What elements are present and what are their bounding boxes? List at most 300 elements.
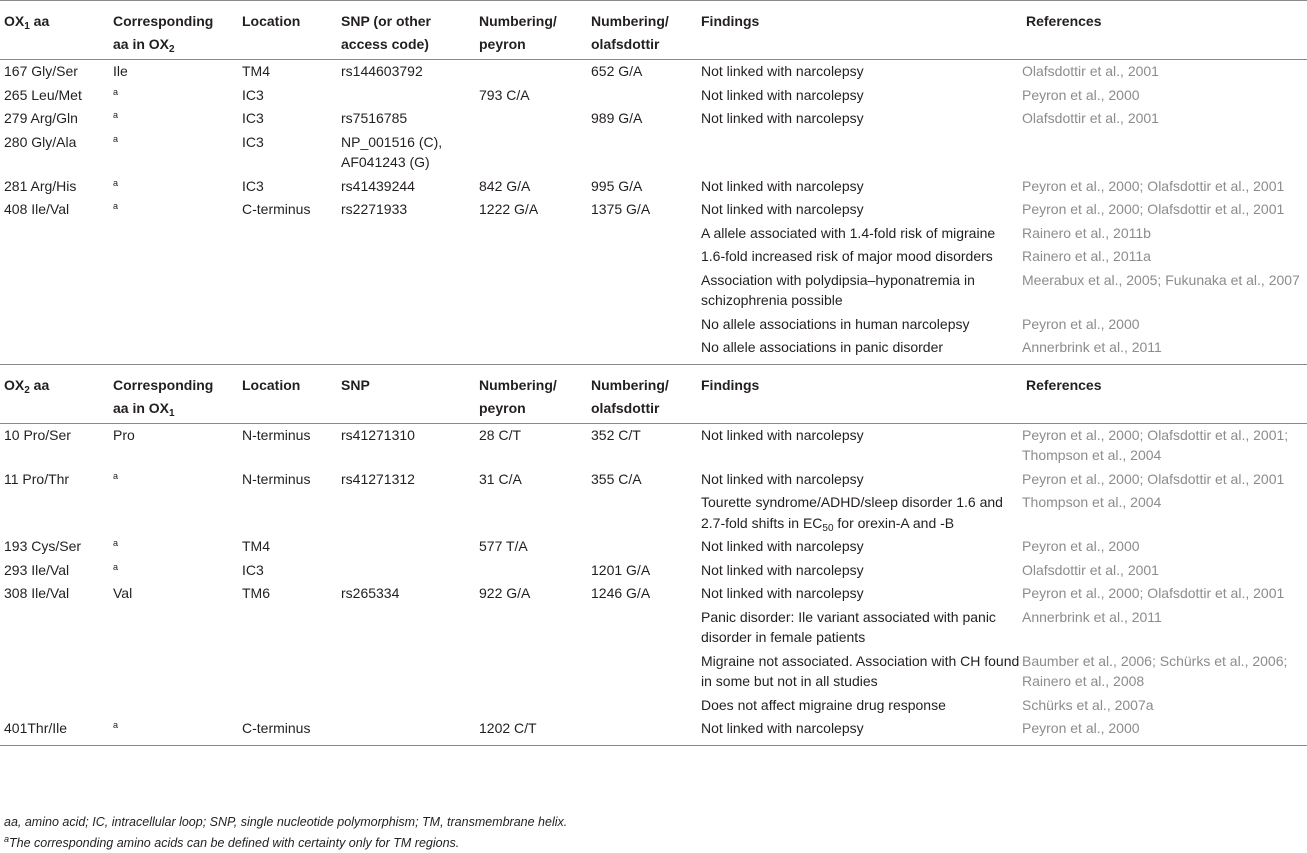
cell-findings-text: Not linked with narcolepsy (701, 201, 864, 217)
cell-numbering-peyron (475, 468, 587, 492)
cell-snp (337, 535, 475, 559)
cell-location-text: IC3 (242, 177, 264, 194)
header-numbering-olafsdottir-line2: olafsdottir (591, 36, 660, 52)
cell-amino-acid-text: 401Thr/Ile (4, 720, 68, 736)
table-row (0, 694, 1307, 718)
cell-numbering-peyron (475, 60, 587, 84)
cell-location (238, 222, 337, 246)
cell-findings (697, 650, 1022, 694)
cell-findings-text: Not linked with narcolepsy (701, 177, 864, 194)
cell-numbering-olafsdottir (587, 269, 697, 313)
cell-numbering-peyron (475, 559, 587, 583)
table-row (0, 222, 1307, 246)
cell-numbering-peyron (475, 198, 587, 222)
cell-snp (337, 336, 475, 364)
cell-references-text: Annerbrink et al., 2011 (1022, 339, 1162, 355)
cell-location (238, 107, 337, 131)
cell-numbering-peyron-text: 577 T/A (479, 538, 528, 554)
cell-snp (337, 559, 475, 583)
cell-findings-text: Not linked with narcolepsy (701, 720, 864, 736)
cell-amino-acid (0, 175, 109, 199)
header-numbering-olafsdottir (587, 1, 697, 60)
cell-numbering-olafsdottir (587, 175, 697, 199)
cell-location-text: IC3 (242, 86, 264, 103)
header-aa-subscript: 2 (24, 384, 30, 396)
cell-numbering-olafsdottir (587, 245, 697, 269)
footnote-a-marker: a (113, 538, 119, 548)
footnote-a-marker: a (113, 86, 119, 97)
header-numbering-peyron-line1: Numbering/ (479, 13, 557, 29)
cell-findings (697, 423, 1022, 468)
header-aa-subscript: 1 (24, 21, 30, 32)
cell-corresponding-aa (109, 222, 238, 246)
cell-corresponding-aa (109, 313, 238, 337)
cell-findings-text: No allele associations in human narcolepsy (701, 315, 970, 332)
cell-references-text: Peyron et al., 2000; Olafsdottir et al., 2001 (1022, 585, 1285, 601)
cell-numbering-peyron (475, 717, 587, 745)
cell-location (238, 60, 337, 84)
header-corresponding-subscript: 2 (169, 44, 175, 55)
cell-corresponding-aa (109, 468, 238, 492)
cell-corresponding-aa (109, 336, 238, 364)
footnote-a-marker: a (113, 720, 119, 730)
cell-findings-text: Panic disorder: Ile variant associated with panic disorder in female patients (701, 608, 996, 645)
table-header-row (0, 364, 1307, 423)
cell-references-text: Baumber et al., 2006; Schürks et al., 2006; Rainero et al., 2008 (1022, 652, 1288, 689)
cell-corresponding-aa (109, 491, 238, 535)
cell-location-text: C-terminus (242, 201, 311, 217)
cell-numbering-peyron-text: 1222 G/A (479, 201, 539, 217)
header-aa-suffix: aa (29, 376, 50, 393)
cell-snp (337, 606, 475, 650)
header-numbering-olafsdottir-line1: Numbering/ (591, 376, 669, 393)
cell-amino-acid (0, 222, 109, 246)
table-body (0, 1, 1307, 746)
cell-location (238, 313, 337, 337)
cell-numbering-olafsdottir (587, 107, 697, 131)
cell-findings-text: Not linked with narcolepsy (701, 538, 864, 554)
cell-references-text: Peyron et al., 2000; Olafsdottir et al., 2001 (1022, 470, 1285, 487)
table-row (0, 423, 1307, 468)
cell-location (238, 582, 337, 606)
cell-numbering-olafsdottir (587, 559, 697, 583)
cell-numbering-peyron (475, 313, 587, 337)
header-findings (697, 364, 1022, 423)
cell-location-text: IC3 (242, 110, 264, 126)
table-row (0, 491, 1307, 535)
cell-snp-text: rs7516785 (341, 110, 408, 126)
cell-findings-text: Association with polydipsia–hyponatremia in schizophrenia possible (701, 271, 975, 308)
table-row (0, 606, 1307, 650)
table-row (0, 468, 1307, 492)
cell-corresponding-aa (109, 269, 238, 313)
cell-references-text: Peyron et al., 2000 (1022, 315, 1140, 332)
cell-numbering-olafsdottir (587, 131, 697, 175)
cell-corresponding-aa-text: Val (113, 585, 133, 601)
footnote-a-marker: a (113, 177, 119, 188)
cell-location (238, 491, 337, 535)
cell-snp (337, 717, 475, 745)
table-row (0, 245, 1307, 269)
header-snp-line2: access code) (341, 36, 429, 52)
table-row (0, 650, 1307, 694)
table-row (0, 84, 1307, 108)
footnote-a (4, 836, 459, 850)
cell-numbering-peyron (475, 694, 587, 718)
header-numbering-peyron (475, 1, 587, 60)
cell-numbering-peyron-text: 922 G/A (479, 585, 531, 601)
cell-corresponding-aa (109, 245, 238, 269)
cell-location (238, 717, 337, 745)
cell-corresponding-aa (109, 84, 238, 108)
cell-location-text: TM6 (242, 585, 270, 601)
cell-amino-acid-text: 280 Gly/Ala (4, 133, 77, 150)
header-location-label: Location (242, 13, 301, 29)
cell-snp (337, 84, 475, 108)
footnote-a-marker: a (113, 470, 119, 481)
cell-references (1022, 582, 1307, 606)
header-corresponding (109, 364, 238, 423)
header-numbering-peyron-line2: peyron (479, 399, 526, 416)
cell-findings-text: No allele associations in panic disorder (701, 339, 944, 355)
header-findings-label: Findings (701, 376, 760, 393)
cell-numbering-peyron-text: 31 C/A (479, 470, 522, 487)
cell-snp (337, 491, 475, 535)
cell-snp (337, 60, 475, 84)
findings-subscript: 50 (822, 522, 834, 534)
findings-text: for orexin-A and -B (833, 514, 955, 531)
cell-corresponding-aa-text: Pro (113, 426, 135, 443)
header-numbering-peyron-line2: peyron (479, 36, 526, 52)
table-row (0, 336, 1307, 364)
cell-snp (337, 650, 475, 694)
cell-references (1022, 107, 1307, 131)
cell-snp (337, 423, 475, 468)
cell-findings (697, 269, 1022, 313)
cell-amino-acid (0, 468, 109, 492)
footnote-abbreviations-text: aa, amino acid; IC, intracellular loop; SNP, single nucleotide polymorphism; TM, transmembrane helix. (4, 815, 568, 829)
cell-location (238, 269, 337, 313)
cell-snp (337, 468, 475, 492)
cell-findings (697, 131, 1022, 175)
cell-snp-text: rs41271310 (341, 426, 415, 443)
cell-findings-text: Not linked with narcolepsy (701, 561, 864, 578)
cell-amino-acid (0, 269, 109, 313)
header-numbering-olafsdottir-line1: Numbering/ (591, 13, 669, 29)
cell-numbering-olafsdottir (587, 491, 697, 535)
cell-numbering-olafsdottir (587, 606, 697, 650)
cell-references-text: Meerabux et al., 2005; Fukunaka et al., 2007 (1022, 271, 1300, 288)
cell-numbering-peyron (475, 107, 587, 131)
cell-findings-text: Not linked with narcolepsy (701, 86, 864, 103)
cell-findings (697, 245, 1022, 269)
cell-references (1022, 222, 1307, 246)
cell-location (238, 468, 337, 492)
cell-corresponding-aa (109, 60, 238, 84)
header-findings (697, 1, 1022, 60)
cell-location-text: N-terminus (242, 426, 311, 443)
cell-snp-text: rs144603792 (341, 63, 423, 79)
cell-snp-text: rs265334 (341, 585, 400, 601)
cell-findings (697, 60, 1022, 84)
cell-findings (697, 175, 1022, 199)
table-row (0, 198, 1307, 222)
cell-numbering-olafsdottir-text: 355 C/A (591, 470, 642, 487)
cell-findings (697, 582, 1022, 606)
cell-amino-acid (0, 245, 109, 269)
cell-references (1022, 313, 1307, 337)
cell-numbering-olafsdottir-text: 1201 G/A (591, 561, 651, 578)
cell-location (238, 175, 337, 199)
header-snp-label: SNP (341, 376, 370, 393)
header-location (238, 364, 337, 423)
cell-findings (697, 717, 1022, 745)
cell-location (238, 694, 337, 718)
cell-amino-acid-text: 265 Leu/Met (4, 86, 82, 103)
cell-amino-acid (0, 650, 109, 694)
header-references (1022, 1, 1307, 60)
cell-numbering-olafsdottir-text: 652 G/A (591, 63, 643, 79)
cell-location-text: TM4 (242, 63, 270, 79)
cell-location (238, 423, 337, 468)
cell-numbering-olafsdottir-text: 1375 G/A (591, 201, 651, 217)
header-corresponding (109, 1, 238, 60)
cell-findings-text: Does not affect migraine drug response (701, 696, 946, 713)
cell-amino-acid (0, 198, 109, 222)
cell-references-text: Rainero et al., 2011b (1022, 224, 1151, 241)
cell-snp-text: rs41271312 (341, 470, 415, 487)
cell-references (1022, 175, 1307, 199)
cell-corresponding-aa (109, 559, 238, 583)
header-aa (0, 1, 109, 60)
header-numbering-peyron-line1: Numbering/ (479, 376, 557, 393)
cell-numbering-peyron (475, 175, 587, 199)
cell-corresponding-aa (109, 131, 238, 175)
header-aa-suffix: aa (29, 13, 50, 29)
cell-amino-acid (0, 423, 109, 468)
header-corresponding-line1: Corresponding (113, 376, 214, 393)
cell-corresponding-aa (109, 198, 238, 222)
cell-amino-acid (0, 84, 109, 108)
cell-references (1022, 84, 1307, 108)
cell-amino-acid (0, 535, 109, 559)
cell-location-text: C-terminus (242, 720, 311, 736)
cell-numbering-olafsdottir (587, 468, 697, 492)
cell-location (238, 131, 337, 175)
cell-numbering-peyron (475, 222, 587, 246)
table-row (0, 582, 1307, 606)
cell-location-text: IC3 (242, 133, 264, 150)
cell-amino-acid-text: 408 Ile/Val (4, 201, 70, 217)
cell-references (1022, 694, 1307, 718)
cell-numbering-peyron (475, 336, 587, 364)
cell-numbering-peyron (475, 650, 587, 694)
cell-location-text: TM4 (242, 538, 270, 554)
cell-findings (697, 606, 1022, 650)
cell-numbering-peyron (475, 269, 587, 313)
cell-numbering-olafsdottir-text: 1246 G/A (591, 585, 651, 601)
cell-location (238, 336, 337, 364)
cell-references-text: Peyron et al., 2000; Olafsdottir et al., 2001; Thompson et al., 2004 (1022, 426, 1289, 463)
cell-location-text: N-terminus (242, 470, 311, 487)
cell-references (1022, 606, 1307, 650)
cell-amino-acid-text: 11 Pro/Thr (4, 470, 70, 487)
cell-amino-acid-text: 281 Arg/His (4, 177, 77, 194)
cell-references (1022, 269, 1307, 313)
cell-references-text: Rainero et al., 2011a (1022, 248, 1151, 264)
cell-references-text: Peyron et al., 2000; Olafsdottir et al., 2001 (1022, 201, 1285, 217)
cell-amino-acid (0, 717, 109, 745)
cell-references-text: Olafsdottir et al., 2001 (1022, 561, 1159, 578)
header-aa-prefix: OX (4, 376, 25, 393)
cell-numbering-olafsdottir-text: 352 C/T (591, 426, 641, 443)
table-row (0, 535, 1307, 559)
cell-amino-acid (0, 336, 109, 364)
cell-snp (337, 582, 475, 606)
cell-corresponding-aa (109, 107, 238, 131)
cell-snp (337, 107, 475, 131)
cell-amino-acid-text: 293 Ile/Val (4, 561, 70, 578)
header-corresponding-line2: aa in OX (113, 36, 170, 52)
cell-references (1022, 650, 1307, 694)
cell-numbering-peyron (475, 131, 587, 175)
cell-findings-text: Not linked with narcolepsy (701, 110, 864, 126)
header-references-label: References (1026, 376, 1102, 393)
cell-findings (697, 559, 1022, 583)
cell-findings (697, 694, 1022, 718)
cell-numbering-peyron (475, 535, 587, 559)
cell-numbering-peyron-text: 1202 C/T (479, 720, 537, 736)
cell-snp (337, 175, 475, 199)
footnote-a-marker: a (113, 561, 119, 572)
header-findings-label: Findings (701, 13, 760, 29)
cell-references (1022, 336, 1307, 364)
cell-amino-acid-text: 279 Arg/Gln (4, 110, 78, 126)
header-snp-line1: SNP (or other (341, 13, 431, 29)
cell-findings-text: Not linked with narcolepsy (701, 63, 864, 79)
cell-corresponding-aa (109, 650, 238, 694)
cell-location (238, 650, 337, 694)
cell-snp (337, 269, 475, 313)
cell-location (238, 245, 337, 269)
cell-references-text: Peyron et al., 2000 (1022, 538, 1140, 554)
cell-references (1022, 535, 1307, 559)
cell-amino-acid (0, 60, 109, 84)
cell-numbering-olafsdottir-text: 989 G/A (591, 110, 643, 126)
footnote-a-marker: a (113, 201, 119, 211)
cell-numbering-olafsdottir-text: 995 G/A (591, 177, 643, 194)
header-numbering-olafsdottir-line2: olafsdottir (591, 399, 660, 416)
footnote-abbreviations (4, 815, 567, 829)
cell-snp-text: NP_001516 (C), AF041243 (G) (341, 133, 443, 170)
cell-findings-text: Migraine not associated. Association with CH found in some but not in all studies (701, 652, 1020, 689)
cell-numbering-peyron (475, 582, 587, 606)
cell-references (1022, 468, 1307, 492)
cell-findings (697, 535, 1022, 559)
table-row (0, 559, 1307, 583)
cell-corresponding-aa (109, 717, 238, 745)
header-corresponding-line1: Corresponding (113, 13, 214, 29)
header-numbering-peyron (475, 364, 587, 423)
cell-snp (337, 222, 475, 246)
cell-numbering-peyron-text: 28 C/T (479, 426, 522, 443)
cell-references (1022, 245, 1307, 269)
cell-numbering-peyron (475, 606, 587, 650)
table-row (0, 175, 1307, 199)
cell-findings (697, 468, 1022, 492)
footnote-a-marker: a (113, 110, 119, 120)
cell-amino-acid-text: 167 Gly/Ser (4, 63, 78, 79)
cell-location (238, 606, 337, 650)
cell-corresponding-aa (109, 175, 238, 199)
cell-snp-text: rs2271933 (341, 201, 408, 217)
cell-amino-acid (0, 313, 109, 337)
table-row (0, 131, 1307, 175)
cell-amino-acid-text: 308 Ile/Val (4, 585, 70, 601)
cell-snp-text: rs41439244 (341, 177, 415, 194)
table-header-row (0, 1, 1307, 60)
cell-snp (337, 131, 475, 175)
header-aa (0, 364, 109, 423)
header-snp (337, 364, 475, 423)
cell-amino-acid (0, 582, 109, 606)
header-corresponding-subscript: 1 (169, 407, 175, 419)
footnote-a-marker: a (113, 133, 119, 144)
cell-location (238, 84, 337, 108)
cell-amino-acid (0, 107, 109, 131)
cell-numbering-olafsdottir (587, 535, 697, 559)
cell-findings-text: Not linked with narcolepsy (701, 470, 864, 487)
header-references-label: References (1026, 13, 1102, 29)
cell-snp (337, 198, 475, 222)
cell-numbering-peyron (475, 491, 587, 535)
header-numbering-olafsdottir (587, 364, 697, 423)
cell-location (238, 198, 337, 222)
cell-corresponding-aa (109, 694, 238, 718)
cell-snp (337, 694, 475, 718)
cell-numbering-peyron-text: 842 G/A (479, 177, 531, 194)
cell-references-text: Annerbrink et al., 2011 (1022, 608, 1162, 625)
cell-numbering-peyron (475, 245, 587, 269)
cell-numbering-peyron (475, 423, 587, 468)
cell-amino-acid (0, 491, 109, 535)
table-row (0, 269, 1307, 313)
cell-amino-acid (0, 606, 109, 650)
cell-location (238, 559, 337, 583)
cell-amino-acid-text: 193 Cys/Ser (4, 538, 82, 554)
cell-location-text: IC3 (242, 561, 264, 578)
cell-findings-text: 1.6-fold increased risk of major mood disorders (701, 248, 993, 264)
cell-numbering-olafsdottir (587, 60, 697, 84)
cell-references-text: Olafsdottir et al., 2001 (1022, 63, 1159, 79)
cell-corresponding-aa (109, 582, 238, 606)
cell-amino-acid (0, 131, 109, 175)
footnote-a-mark: a (4, 834, 10, 844)
table-row (0, 717, 1307, 745)
footnote-a-text: The corresponding amino acids can be defined with certainty only for TM regions. (9, 836, 460, 850)
cell-numbering-olafsdottir (587, 336, 697, 364)
cell-findings (697, 107, 1022, 131)
header-location-label: Location (242, 376, 301, 393)
cell-numbering-olafsdottir (587, 198, 697, 222)
cell-references (1022, 131, 1307, 175)
cell-findings (697, 336, 1022, 364)
cell-amino-acid (0, 559, 109, 583)
table-row (0, 313, 1307, 337)
cell-findings (697, 84, 1022, 108)
cell-numbering-olafsdottir (587, 84, 697, 108)
cell-findings (697, 222, 1022, 246)
